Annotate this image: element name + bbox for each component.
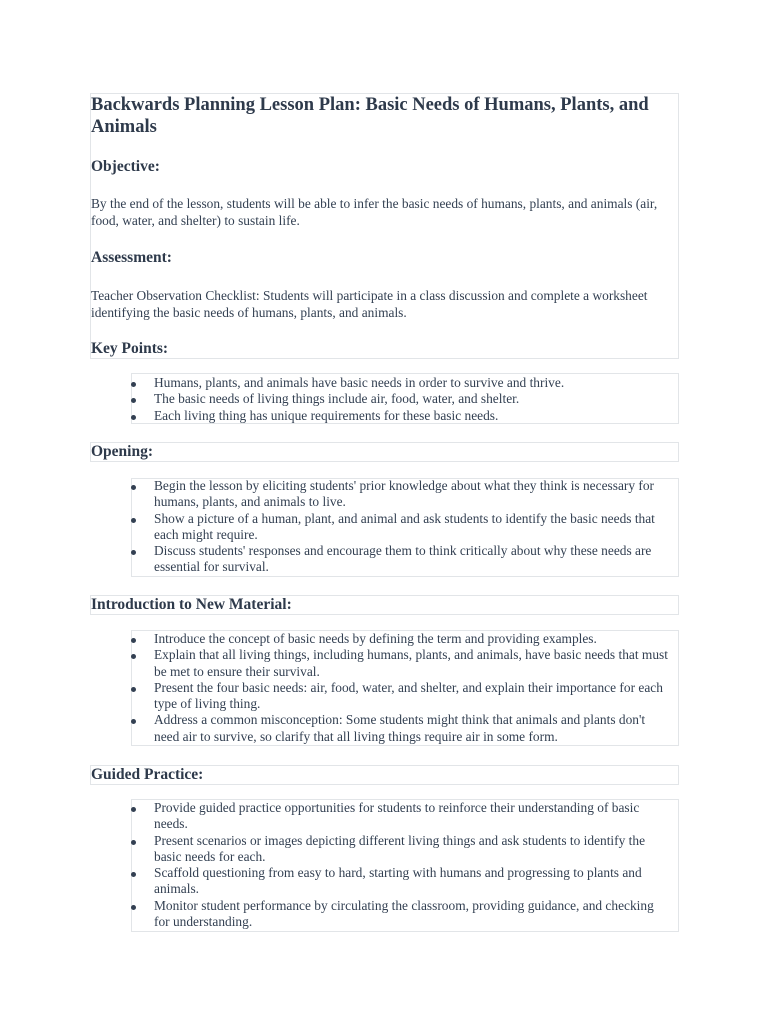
document-title: Backwards Planning Lesson Plan: Basic Needs of Humans, Plants, and Animals <box>91 95 649 137</box>
list-item <box>131 408 671 424</box>
objective-text: By the end of the lesson, students will be able to infer the basic needs of humans, plants, and animals (air, food, water, and shelter) to sustain life. <box>91 196 658 228</box>
list-item-text: Explain that all living things, including humans, plants, and animals, have basic needs that must be met to ensure their survival. <box>154 647 668 679</box>
list-item <box>131 865 671 898</box>
key-points-list <box>131 375 671 424</box>
bullet-icon <box>131 518 136 523</box>
list-item <box>131 631 671 647</box>
list-item <box>131 375 671 391</box>
list-item <box>131 478 671 511</box>
list-item <box>131 833 671 866</box>
bullet-icon <box>131 638 136 643</box>
opening-heading: Opening: <box>91 443 154 460</box>
guided-practice-heading: Guided Practice: <box>91 766 204 783</box>
list-item <box>131 800 671 833</box>
new-material-list <box>131 631 671 745</box>
opening-list <box>131 478 671 576</box>
bullet-icon <box>131 840 136 845</box>
key-points-heading: Key Points: <box>91 340 169 357</box>
list-item-text: Introduce the concept of basic needs by defining the term and providing examples. <box>154 631 597 646</box>
list-item-text: Scaffold questioning from easy to hard, starting with humans and progressing to plants and animals. <box>154 865 642 897</box>
list-item <box>131 680 671 713</box>
list-item <box>131 647 671 680</box>
bullet-icon <box>131 654 136 659</box>
new-material-heading: Introduction to New Material: <box>91 596 292 613</box>
bullet-icon <box>131 905 136 910</box>
list-item <box>131 543 671 576</box>
list-item <box>131 712 671 745</box>
list-item-text: Monitor student performance by circulating the classroom, providing guidance, and checking for understanding. <box>154 897 654 930</box>
bullet-icon <box>131 872 136 877</box>
bullet-icon <box>131 398 136 403</box>
list-item-text: Show a picture of a human, plant, and animal and ask students to identify the basic needs that each might require. <box>154 510 655 542</box>
list-item-text: Begin the lesson by eliciting students' prior knowledge about what they think is necessary for humans, plants, and animals to live. <box>154 478 654 510</box>
list-item <box>131 391 671 407</box>
bullet-icon <box>131 485 136 490</box>
bullet-icon <box>131 415 136 420</box>
bullet-icon <box>131 807 136 812</box>
list-item <box>131 511 671 544</box>
list-item-text: Provide guided practice opportunities for students to reinforce their understanding of basic needs. <box>154 800 640 832</box>
list-item-text: Each living thing has unique requirements for these basic needs. <box>154 407 499 423</box>
assessment-text: Teacher Observation Checklist: Students will participate in a class discussion and complete a worksheet identifying the basic needs of humans, plants, and animals. <box>91 288 648 320</box>
list-item-text: Discuss students' responses and encourage them to think critically about why these needs are essential for survival. <box>154 543 652 575</box>
objective-heading: Objective: <box>91 158 160 175</box>
list-item-text: Present the four basic needs: air, food, water, and shelter, and explain their importance for each type of living thing. <box>154 679 663 712</box>
opening-heading-box <box>90 442 679 462</box>
bullet-icon <box>131 382 136 387</box>
bullet-icon <box>131 550 136 555</box>
assessment-heading: Assessment: <box>91 249 172 266</box>
list-item-text: Present scenarios or images depicting different living things and ask students to identify the basic needs for each. <box>154 832 646 864</box>
list-item-text: The basic needs of living things include air, food, water, and shelter. <box>154 391 520 407</box>
bullet-icon <box>131 687 136 692</box>
bullet-icon <box>131 719 136 724</box>
guided-practice-list <box>131 800 671 930</box>
list-item-text: Humans, plants, and animals have basic needs in order to survive and thrive. <box>154 375 565 390</box>
list-item-text: Address a common misconception: Some students might think that animals and plants don't need air to survive, so clarify that all living things require air in some form. <box>154 712 646 744</box>
list-item <box>131 898 671 931</box>
